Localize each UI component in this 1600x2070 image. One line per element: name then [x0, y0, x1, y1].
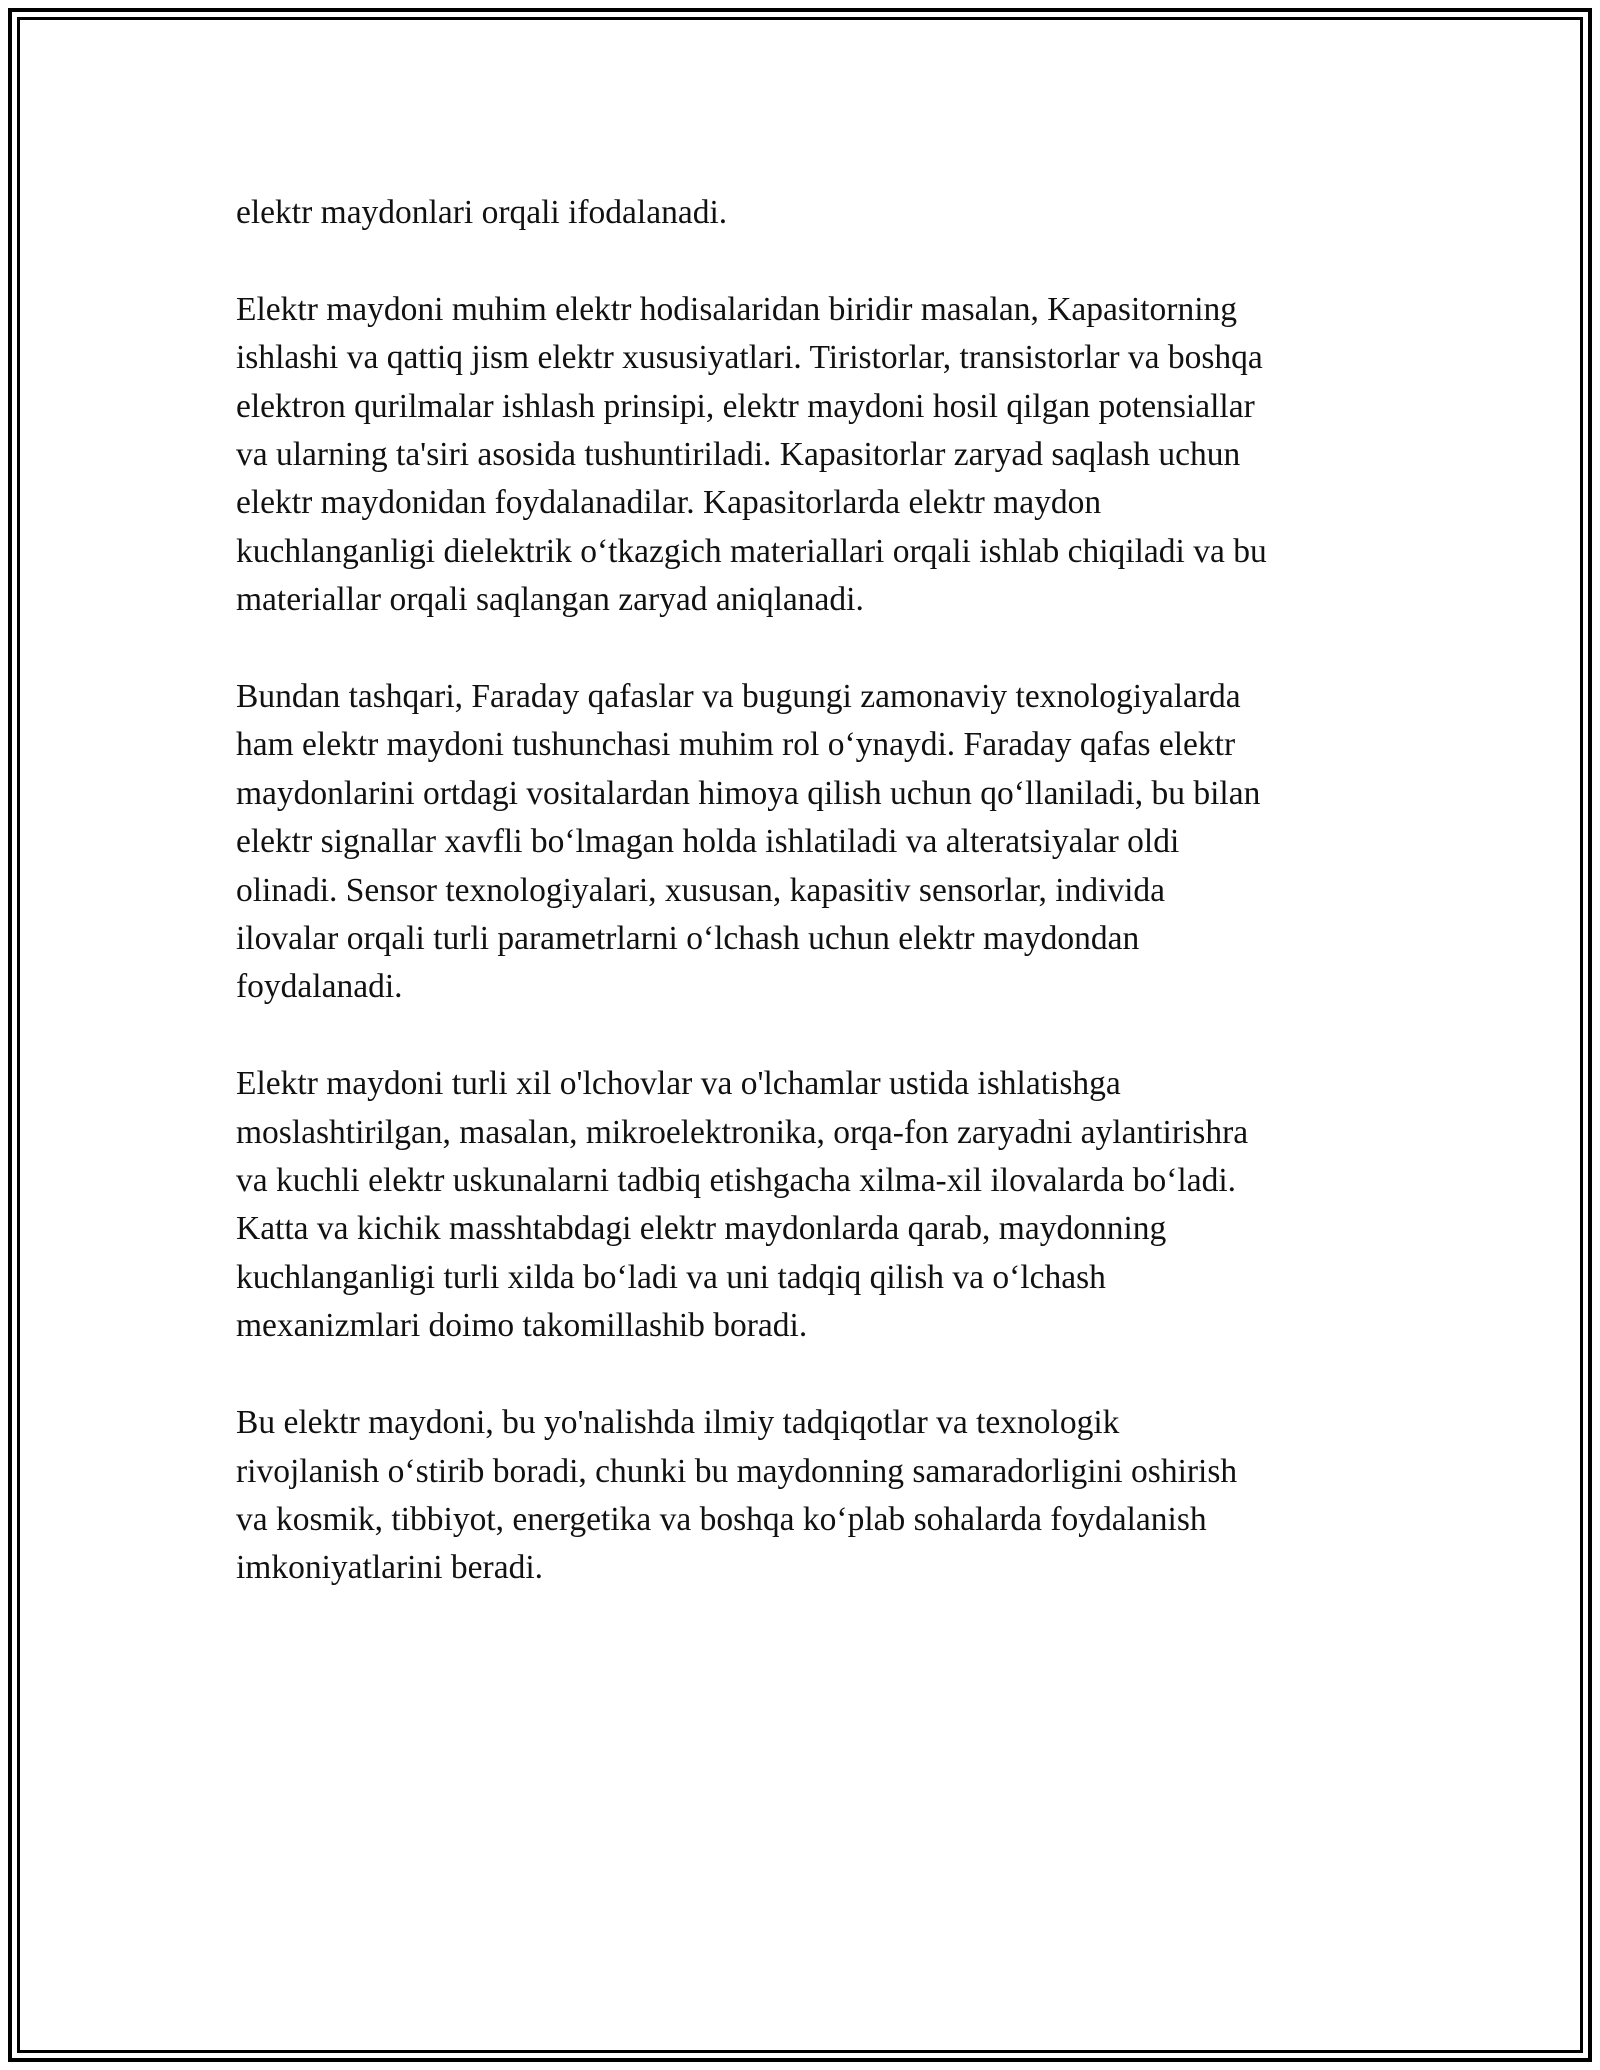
paragraph-5: Bu elektr maydoni, bu yo'nalishda ilmiy tadqiqotlar va texnologik rivojlanish o‘stirib boradi, chunki bu maydonning samaradorligini oshirish va kosmik, tibbiyot, energetika va boshqa ko‘plab sohalarda foydalanish imkoniyatlarini beradi.: [236, 1404, 1238, 1587]
document-body: [236, 189, 1386, 1641]
paragraph-3: Bundan tashqari, Faraday qafaslar va bugungi zamonaviy texnologiyalarda ham elektr maydoni tushunchasi muhim rol o‘ynaydi. Faraday qafas elektr maydonlarini ortdagi vositalardan himoya qilish uchun qo‘llaniladi, bu bilan elektr signallar xavfli bo‘lmagan holda ishlatiladi va alteratsiyalar oldi olinadi. Sensor texnologiyalari, xususan, kapasitiv sensorlar, individa ilovalar orqali turli parametrlarni o‘lchash uchun elektr maydondan foydalanadi.: [236, 678, 1261, 1006]
paragraph-2: Elektr maydoni muhim elektr hodisalaridan biridir masalan, Kapasitorning ishlashi va qattiq jism elektr xususiyatlari. Tiristorlar, transistorlar va boshqa elektron qurilmalar ishlash prinsipi, elektr maydoni hosil qilgan potensiallar va ularning ta'siri asosida tushuntiriladi. Kapasitorlar zaryad saqlash uchun elektr maydonidan foydalanadilar. Kapasitorlarda elektr maydon kuchlanganligi dielektrik o‘tkazgich materiallari orqali ishlab chiqiladi va bu materiallar orqali saqlangan zaryad aniqlanadi.: [236, 290, 1267, 619]
paragraph-4: Elektr maydoni turli xil o'lchovlar va o'lchamlar ustida ishlatishga moslashtirilgan, masalan, mikroelektronika, orqa-fon zaryadni aylantirishra va kuchli elektr uskunalarni tadbiq etishgacha xilma-xil ilovalarda bo‘ladi. Katta va kichik masshtabdagi elektr maydonlarda qarab, maydonning kuchlanganligi turli xilda bo‘ladi va uni tadqiq qilish va o‘lchash mexanizmlari doimo takomillashib boradi.: [236, 1065, 1249, 1345]
paragraph-1: elektr maydonlari orqali ifodalanadi.: [236, 194, 728, 231]
